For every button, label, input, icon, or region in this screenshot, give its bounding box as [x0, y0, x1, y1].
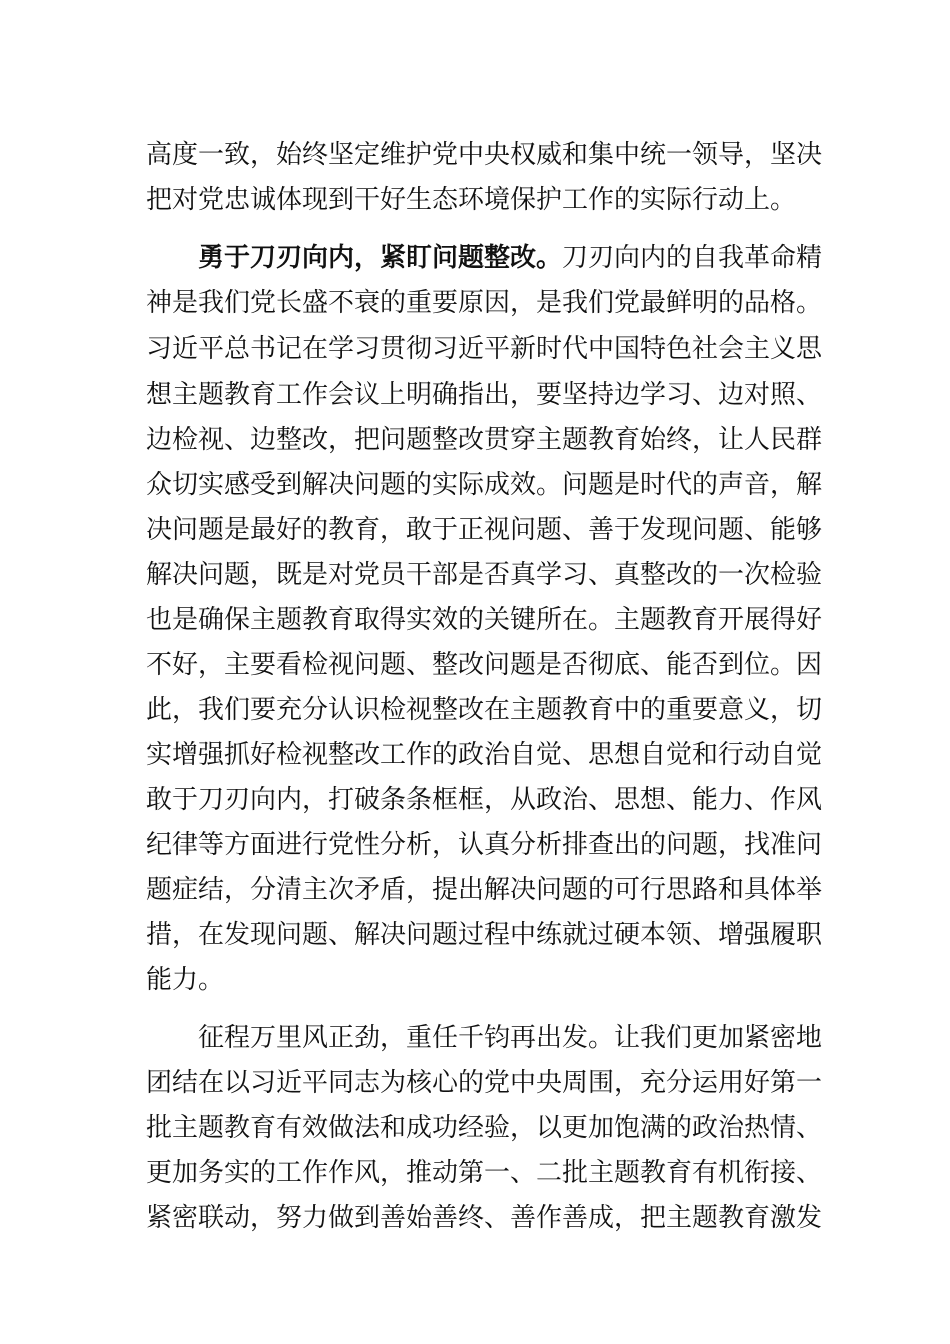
text-line: 边检视、边整改，把问题整改贯穿主题教育始终，让人民群: [146, 425, 823, 455]
text-line: 众切实感受到解决问题的实际成效。问题是时代的声音，解: [146, 470, 823, 500]
text-line: 想主题教育工作会议上明确指出，要坚持边学习、边对照、: [146, 380, 823, 410]
text-line: 题症结，分清主次矛盾，提出解决问题的可行思路和具体举: [146, 875, 823, 905]
paragraph-heading: 勇于刀刃向内，紧盯问题整改。: [198, 243, 563, 273]
paragraph-heading-line: [198, 238, 823, 278]
text-line: 征程万里风正劲，重任千钧再出发。让我们更加紧密地: [198, 1023, 823, 1053]
text-span: 刀刃向内的自我革命精: [562, 243, 823, 273]
text-line: 高度一致，始终坚定维护党中央权威和集中统一领导，坚决: [146, 140, 823, 170]
text-line: 批主题教育有效做法和成功经验，以更加饱满的政治热情、: [146, 1113, 823, 1143]
text-line: 更加务实的工作作风，推动第一、二批主题教育有机衔接、: [146, 1158, 823, 1188]
text-line: 习近平总书记在学习贯彻习近平新时代中国特色社会主义思: [146, 334, 823, 364]
text-line: 也是确保主题教育取得实效的关键所在。主题教育开展得好: [146, 605, 823, 635]
text-line: 决问题是最好的教育，敢于正视问题、善于发现问题、能够: [146, 515, 823, 545]
text-line: 纪律等方面进行党性分析，认真分析排查出的问题，找准问: [146, 830, 823, 860]
text-line: 措，在发现问题、解决问题过程中练就过硬本领、增强履职: [146, 920, 823, 950]
text-line: 敢于刀刃向内，打破条条框框，从政治、思想、能力、作风: [146, 785, 823, 815]
text-line: 紧密联动，努力做到善始善终、善作善成，把主题教育激发: [146, 1203, 823, 1233]
text-line: 实增强抓好检视整改工作的政治自觉、思想自觉和行动自觉: [146, 740, 823, 770]
text-line: 不好，主要看检视问题、整改问题是否彻底、能否到位。因: [146, 650, 823, 680]
text-line: 能力。: [146, 965, 225, 995]
text-line: 此，我们要充分认识检视整改在主题教育中的重要意义，切: [146, 695, 823, 725]
text-line: 把对党忠诚体现到干好生态环境保护工作的实际行动上。: [146, 185, 797, 215]
text-line: 解决问题，既是对党员干部是否真学习、真整改的一次检验: [146, 560, 823, 590]
text-line: 神是我们党长盛不衰的重要原因，是我们党最鲜明的品格。: [146, 288, 823, 318]
text-line: 团结在以习近平同志为核心的党中央周围，充分运用好第一: [146, 1068, 823, 1098]
